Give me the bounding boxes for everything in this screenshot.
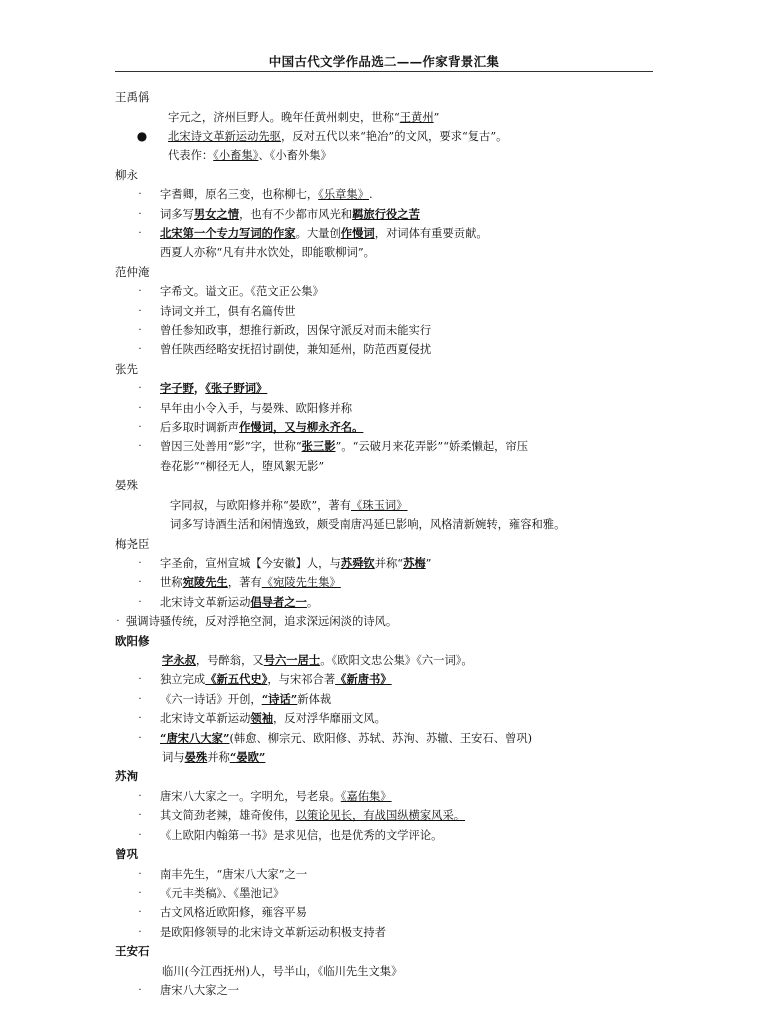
text-segment: 词多写 [160, 207, 194, 221]
text-segment: 曾任参知政事，想推行新政，因保守派反对而未能实行 [160, 324, 432, 338]
bullet-icon: · [138, 888, 142, 899]
list-item [0, 515, 768, 534]
line-text [160, 593, 318, 612]
text-segment: 字圣俞，宣州宣城【今安徽】人， [160, 557, 330, 571]
line-text [160, 243, 375, 262]
underlined-text: 北宋第一个专力写词的作家 [160, 225, 296, 240]
bullet-icon: · [138, 189, 142, 201]
document-body [0, 88, 768, 1000]
list-item [0, 826, 768, 845]
author-heading: 王安石 [115, 944, 150, 959]
list-item [0, 806, 768, 825]
bullet-icon: · [138, 422, 142, 434]
underlined-text: 《张子野词》 [205, 381, 268, 396]
underlined-text: 《新五代史》 [205, 672, 268, 687]
underlined-text: 领袖 [250, 711, 273, 726]
list-item [0, 903, 768, 922]
text-segment: ” [425, 557, 432, 571]
line-text [170, 515, 565, 534]
list-item [0, 670, 768, 689]
line-text [160, 205, 420, 224]
bullet-icon: · [138, 596, 142, 608]
text-segment: ，著有 [227, 576, 262, 590]
bullet-icon: · [138, 985, 142, 997]
underlined-text: 作慢词 [340, 225, 375, 240]
author-heading: 梅尧臣 [115, 536, 150, 551]
list-item [0, 205, 768, 224]
text-segment: 唐宋八大家之一 [160, 984, 240, 998]
list-item [0, 709, 768, 728]
author-heading: 晏殊 [115, 478, 138, 493]
text-segment: 古文风格近欧阳修，雍容平易 [160, 906, 307, 920]
line-text [160, 826, 442, 845]
text-segment: 曾因三处善用“影”字，世称“ [160, 440, 302, 454]
bullet-icon: · [138, 558, 142, 570]
list-item [0, 437, 768, 456]
bullet-icon: · [138, 305, 142, 317]
text-segment: 并称“ [374, 557, 404, 571]
text-segment: 新体裁 [297, 692, 332, 706]
bullet-icon: · [138, 577, 142, 589]
text-segment: 字元之，济州巨野人。晚年任黄州刺史，世称“ [168, 110, 400, 124]
author-heading: 范仲淹 [115, 264, 150, 279]
line-text [160, 806, 465, 825]
text-segment: ，号醉翁，又 [195, 654, 264, 668]
text-segment: 后多取时调新声 [160, 421, 240, 435]
list-item [0, 612, 768, 631]
text-segment: 代表作： [168, 149, 214, 163]
list-item [0, 418, 768, 437]
text-segment: 早年由小令入手，与晏殊、欧阳修并称 [160, 401, 353, 415]
line-text [168, 146, 332, 165]
underlined-text: 苏梅 [403, 556, 426, 571]
text-segment: 临川(今江西抚州)人，号半山，《临川先生文集》 [162, 964, 403, 978]
text-segment: ， [193, 381, 206, 396]
list-item [0, 981, 768, 1000]
author-heading: 张先 [115, 361, 138, 376]
text-segment: 。《欧阳文忠公集》《六一词》。 [320, 654, 473, 668]
bullet-icon: · [116, 616, 120, 628]
line-text [162, 748, 265, 767]
text-segment: ，反对浮华靡丽文风。 [273, 712, 386, 726]
bullet-icon: · [138, 441, 142, 453]
line-text [160, 923, 386, 942]
bullet-icon: · [138, 286, 142, 298]
title-divider [115, 71, 653, 72]
bullet-dot-icon: ● [136, 128, 148, 143]
list-item [0, 457, 768, 476]
list-item [0, 593, 768, 612]
list-item [0, 146, 768, 165]
bullet-icon: · [138, 829, 142, 841]
line-text [160, 729, 532, 748]
line-text [162, 651, 473, 670]
list-item [0, 573, 768, 592]
list-item [0, 321, 768, 340]
bullet-icon: · [138, 402, 142, 414]
list-item [0, 185, 768, 204]
list-item [0, 379, 768, 398]
list-item [0, 108, 768, 127]
text-segment: 世称 [160, 576, 183, 590]
underlined-text: 晏殊 [184, 750, 208, 765]
underlined-text: ，又与柳永齐名。 [273, 420, 364, 435]
line-text [160, 573, 341, 592]
underlined-text: 作慢词 [239, 420, 273, 435]
author-heading: 王禹偁 [115, 90, 150, 104]
underlined-text: 《新唐书》 [335, 672, 392, 687]
line-text [160, 884, 284, 903]
text-segment: ，与宋祁合著 [267, 673, 336, 687]
text-segment: 并称 [207, 751, 230, 765]
list-item [0, 923, 768, 942]
bullet-icon: · [138, 344, 142, 356]
text-segment: ” [433, 110, 440, 124]
line-text [168, 108, 439, 127]
line-text [160, 709, 386, 728]
bullet-icon: · [138, 208, 142, 220]
underlined-text: 《小畜集》 [213, 149, 259, 163]
underlined-text: 字子野 [160, 381, 194, 396]
text-segment: 南丰先生，“唐宋八大家”之一 [160, 867, 308, 881]
text-segment: 西夏人亦称“凡有井水饮处，即能歌柳词”。 [160, 246, 375, 260]
bullet-icon: · [138, 926, 142, 938]
line-text [160, 690, 331, 709]
text-segment: 强调诗骚传统，反对浮艳空洞，追求深远闲淡的诗风。 [126, 615, 398, 629]
line-text [160, 457, 324, 476]
list-item [0, 224, 768, 243]
underlined-text: “晏欧” [229, 750, 266, 765]
text-segment: 北宋诗文革新运动 [160, 595, 251, 609]
line-text [160, 185, 373, 204]
text-segment: ”。“云破月来花弄影”“娇柔懒起，帘压 [335, 440, 529, 454]
list-item [0, 340, 768, 359]
line-text [168, 127, 507, 146]
line-text [160, 670, 392, 689]
list-item [0, 127, 768, 146]
text-segment: 字希文。谥文正。《范文正公集》 [160, 285, 324, 299]
text-segment: 。 [306, 595, 319, 609]
bullet-icon: · [138, 325, 142, 337]
list-item [0, 865, 768, 884]
text-segment: ，对词体有重要贡献。 [374, 226, 488, 240]
text-segment: 《上欧阳内翰第一书》是求见信，也是优秀的文学评论。 [160, 828, 443, 842]
bullet-icon: · [138, 790, 142, 802]
list-item [0, 554, 768, 573]
author-heading: 欧阳修 [115, 633, 150, 648]
underlined-text: 王黄州 [399, 110, 434, 124]
text-segment: 、《小畜外集》 [258, 149, 332, 163]
list-item [0, 962, 768, 981]
line-text [160, 787, 392, 806]
line-text [160, 903, 307, 922]
author-heading: 曾巩 [115, 847, 138, 862]
text-segment: 是欧阳修领导的北宋诗文革新运动积极支持者 [160, 925, 386, 939]
underlined-text: 号六一居士 [263, 653, 321, 668]
text-segment: ，也有不少都市风光和 [239, 207, 353, 221]
author-heading: 苏洵 [115, 769, 138, 784]
underlined-text: 北宋诗文革新运动先驱 [168, 129, 281, 143]
underlined-text: 《乐章集》 [318, 188, 370, 202]
text-segment: . [369, 188, 373, 202]
line-text [160, 224, 488, 243]
line-text [162, 962, 402, 981]
line-text [160, 399, 352, 418]
line-text [160, 865, 307, 884]
line-text [160, 554, 431, 573]
bullet-icon: · [138, 868, 142, 880]
underlined-text: 倡导者之一 [250, 594, 307, 609]
text-segment: 独立完成 [160, 673, 206, 687]
underlined-text: “诗话” [261, 691, 298, 706]
author-heading: 柳永 [115, 167, 138, 182]
list-item [0, 282, 768, 301]
text-segment: 与 [329, 557, 341, 571]
list-item [0, 302, 768, 321]
bullet-icon: · [138, 693, 142, 705]
line-text [160, 379, 267, 398]
text-segment: 其文简劲老辣，雄奇俊伟， [160, 809, 296, 823]
line-text [126, 612, 397, 631]
list-item [0, 690, 768, 709]
underlined-text: “唐宋八大家” [160, 730, 230, 745]
list-item [0, 787, 768, 806]
text-segment: 曾任陕西经略安抚招讨副使，兼知延州，防范西夏侵扰 [160, 343, 432, 357]
underlined-text: 字永叔 [162, 653, 196, 668]
line-text [160, 302, 296, 321]
list-item [0, 496, 768, 515]
text-segment: (韩愈、柳宗元、欧阳修、苏轼、苏洵、苏辙、王安石、曾巩) [229, 731, 533, 745]
list-item [0, 651, 768, 670]
bullet-icon: · [138, 227, 142, 239]
bullet-icon: · [138, 907, 142, 919]
bullet-icon: · [138, 810, 142, 822]
text-segment: 诗词文并工，俱有名篇传世 [160, 304, 296, 318]
line-text [170, 496, 408, 515]
underlined-text: 张三影 [301, 439, 336, 454]
underlined-text: 以策论见长，有战国纵横家风采。 [295, 809, 466, 823]
underlined-text: 男女之情 [193, 206, 240, 221]
list-item [0, 748, 768, 767]
list-item [0, 243, 768, 262]
text-segment: 词与 [162, 751, 185, 765]
underlined-text: 《嘉佑集》 [340, 789, 392, 803]
line-text [160, 418, 363, 437]
page-title: 中国古代文学作品选二——作家背景汇集 [268, 54, 500, 69]
underlined-text: 宛陵先生 [182, 575, 228, 590]
bullet-icon: · [138, 713, 142, 725]
bullet-icon: · [138, 383, 142, 395]
text-segment: ，反对五代以来“艳冶”的文风，要求“复古”。 [280, 129, 508, 143]
line-text [160, 340, 431, 359]
text-segment: 唐宋八大家之一。字明允，号老泉。 [160, 789, 341, 803]
underlined-text: 《珠玉词》 [351, 498, 408, 512]
text-segment: 字耆卿，原名三变，也称柳七， [160, 188, 319, 202]
underlined-text: 苏舜钦 [340, 556, 375, 571]
text-segment: 。大量创 [295, 226, 341, 240]
list-item [0, 884, 768, 903]
text-segment: 《六一诗话》开创， [160, 692, 262, 706]
list-item [0, 399, 768, 418]
text-segment: 字同叔，与欧阳修并称“晏欧”，著有 [170, 498, 352, 512]
bullet-icon: · [138, 674, 142, 686]
underlined-text: 羁旅行役之苦 [352, 206, 420, 221]
text-segment: 北宋诗文革新运动 [160, 712, 251, 726]
bullet-icon: · [138, 732, 142, 744]
line-text [160, 282, 324, 301]
line-text [160, 321, 431, 340]
text-segment: 词多写诗酒生活和闲情逸致，颇受南唐冯延巳影响，风格清新婉转，雍容和雅。 [170, 518, 566, 532]
text-segment: 《元丰类稿》、《墨池记》 [160, 887, 285, 900]
text-segment: 卷花影”“柳径无人，堕风絮无影” [160, 459, 325, 473]
underlined-text: 《宛陵先生集》 [261, 576, 341, 590]
line-text [160, 981, 239, 1000]
line-text [160, 437, 528, 456]
list-item [0, 729, 768, 748]
